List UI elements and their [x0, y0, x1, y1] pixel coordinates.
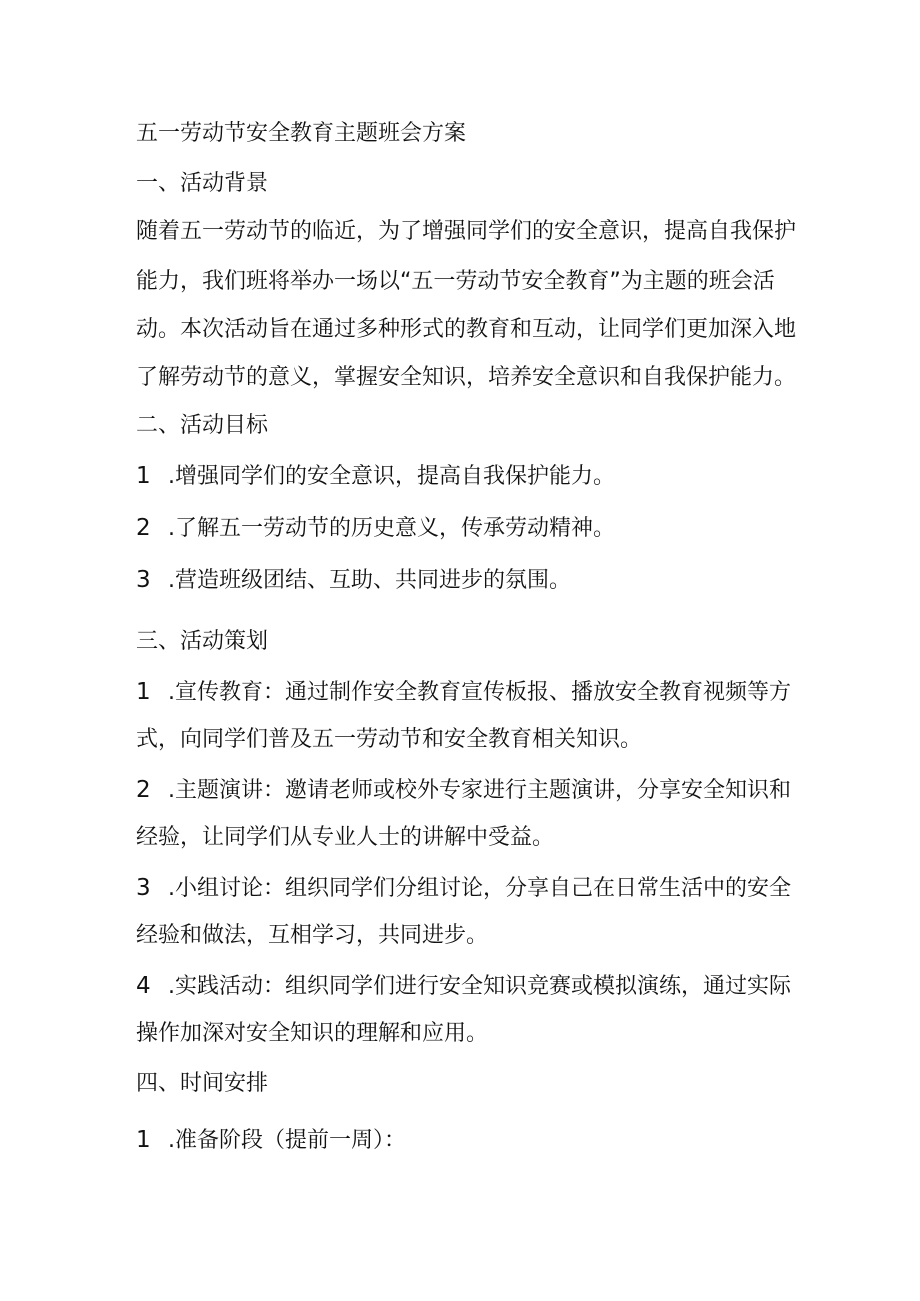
list-item-text: .实践活动：组织同学们进行安全知识竞赛或模拟演练，通过实际: [168, 974, 791, 999]
paragraph-line: 能力，我们班将举办一场以“五一劳动节安全教育”为主题的班会活: [136, 269, 775, 294]
list-item: [136, 676, 796, 709]
list-item-text: .主题演讲：邀请老师或校外专家进行主题演讲，分享安全知识和: [168, 778, 791, 803]
section-heading-schedule: 四、时间安排: [136, 1071, 269, 1096]
paragraph-line: 了解劳动节的意义，掌握安全知识，培养安全意识和自我保护能力。: [136, 365, 796, 390]
section-heading-background: 一、活动背景: [136, 171, 269, 196]
list-item: [136, 564, 796, 597]
list-item-text: .准备阶段（提前一周）：: [168, 1128, 406, 1153]
paragraph-line: 随着五一劳动节的临近，为了增强同学们的安全意识，提高自我保护: [136, 219, 796, 244]
list-item-text: .增强同学们的安全意识，提高自我保护能力。: [168, 464, 615, 489]
list-item: [136, 1124, 796, 1157]
list-item-number: 4: [136, 973, 151, 999]
list-item-text: .营造班级团结、互助、共同进步的氛围。: [168, 568, 571, 593]
list-item-number: 2: [136, 777, 151, 803]
list-item-continuation: 式，向同学们普及五一劳动节和安全教育相关知识。: [136, 727, 643, 752]
list-item-number: 3: [136, 567, 151, 593]
list-item-continuation: 操作加深对安全知识的理解和应用。: [136, 1021, 489, 1046]
section-heading-goals: 二、活动目标: [136, 413, 269, 438]
list-item-text: .了解五一劳动节的历史意义，传承劳动精神。: [168, 516, 615, 541]
list-item-number: 1: [136, 1127, 151, 1153]
list-item-number: 3: [136, 875, 151, 901]
list-item: [136, 512, 796, 545]
list-item: [136, 970, 796, 1003]
list-item-number: 1: [136, 463, 151, 489]
paragraph-line: 动。本次活动旨在通过多种形式的教育和互动，让同学们更加深入地: [136, 317, 796, 342]
list-item-continuation: 经验，让同学们从专业人士的讲解中受益。: [136, 825, 555, 850]
list-item-text: .宣传教育：通过制作安全教育宣传板报、播放安全教育视频等方: [168, 680, 791, 705]
document-title: 五一劳动节安全教育主题班会方案: [136, 121, 467, 146]
list-item: [136, 774, 796, 807]
list-item-continuation: 经验和做法，互相学习，共同进步。: [136, 923, 489, 948]
list-item: [136, 872, 796, 905]
list-item: [136, 460, 796, 493]
list-item-text: .小组讨论：组织同学们分组讨论，分享自己在日常生活中的安全: [168, 876, 791, 901]
list-item-number: 1: [136, 679, 151, 705]
section-heading-planning: 三、活动策划: [136, 629, 269, 654]
list-item-number: 2: [136, 515, 151, 541]
